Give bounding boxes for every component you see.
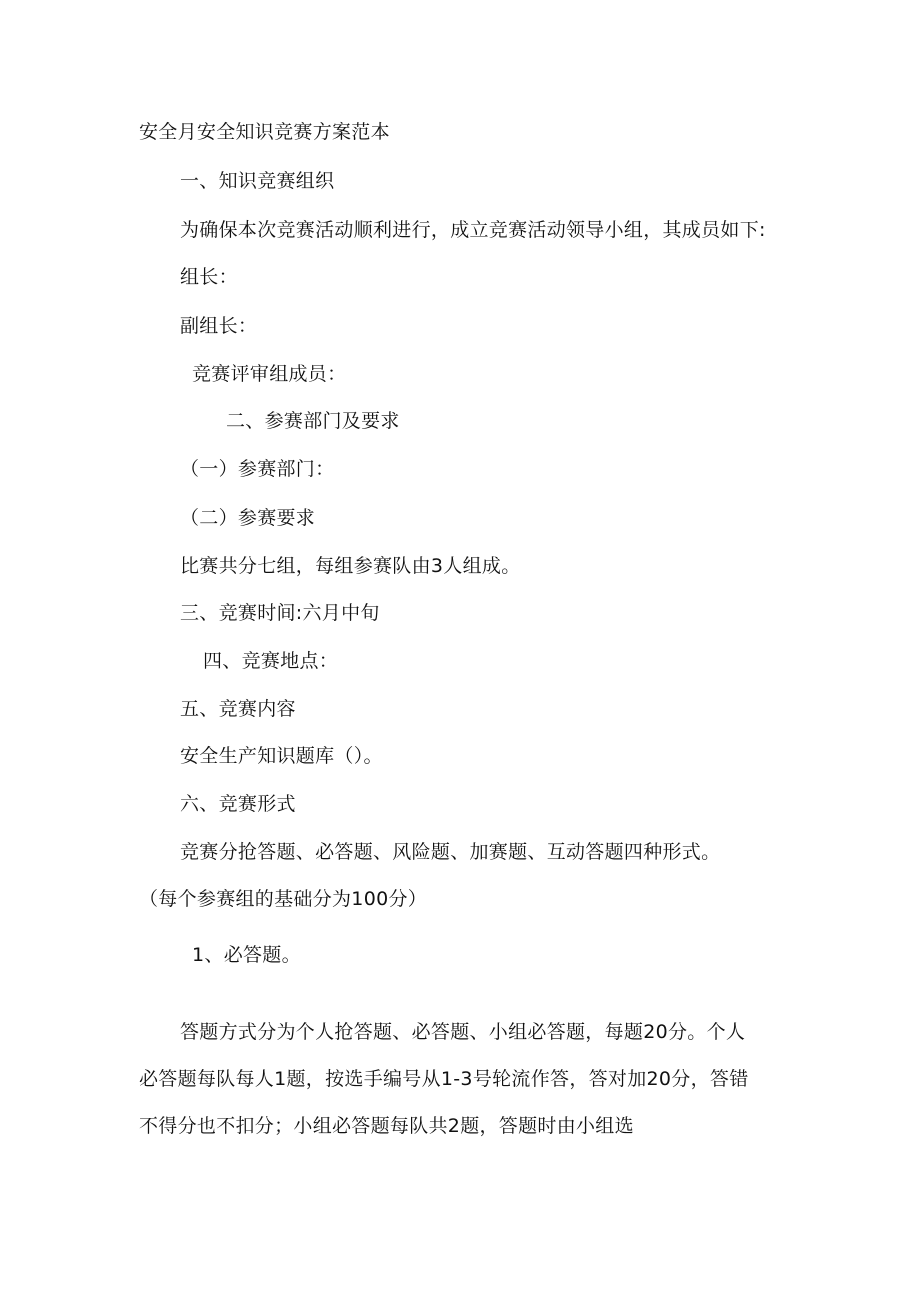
paragraph-format-types: 竞赛分抢答题、必答题、风险题、加赛题、互动答题四种形式。 [180,841,721,863]
field-review-members: 竞赛评审组成员： [192,363,347,385]
paragraph-answer-method-3: 不得分也不扣分；小组必答题每队共2题，答题时由小组选 [139,1115,634,1137]
paragraph-question-bank: 安全生产知识题库（）。 [180,745,383,767]
field-deputy-leader: 副组长： [180,315,258,337]
paragraph-leadership-group: 为确保本次竞赛活动顺利进行，成立竞赛活动领导小组，其成员如下: [180,219,766,241]
section-heading-content: 五、竞赛内容 [180,698,296,720]
subheading-requirements: （二）参赛要求 [180,507,316,529]
paragraph-answer-method-2: 必答题每队每人1题，按选手编号从1-3号轮流作答，答对加20分，答错 [139,1068,749,1090]
section-heading-organization: 一、知识竞赛组织 [180,170,335,192]
document-title: 安全月安全知识竞赛方案范本 [139,121,390,143]
section-heading-location: 四、竞赛地点： [203,650,339,672]
section-heading-time: 三、竞赛时间:六月中旬 [180,602,380,624]
paragraph-answer-method-1: 答题方式分为个人抢答题、必答题、小组必答题，每题20分。个人 [180,1021,746,1043]
paragraph-team-composition: 比赛共分七组，每组参赛队由3人组成。 [180,555,521,577]
paragraph-base-score: （每个参赛组的基础分为100分） [139,888,428,910]
subheading-required-questions: 1、必答题。 [192,944,301,966]
subheading-departments: （一）参赛部门： [180,458,335,480]
section-heading-format: 六、竞赛形式 [180,793,296,815]
section-heading-departments: 二、参赛部门及要求 [226,410,400,432]
field-group-leader: 组长： [180,266,238,288]
